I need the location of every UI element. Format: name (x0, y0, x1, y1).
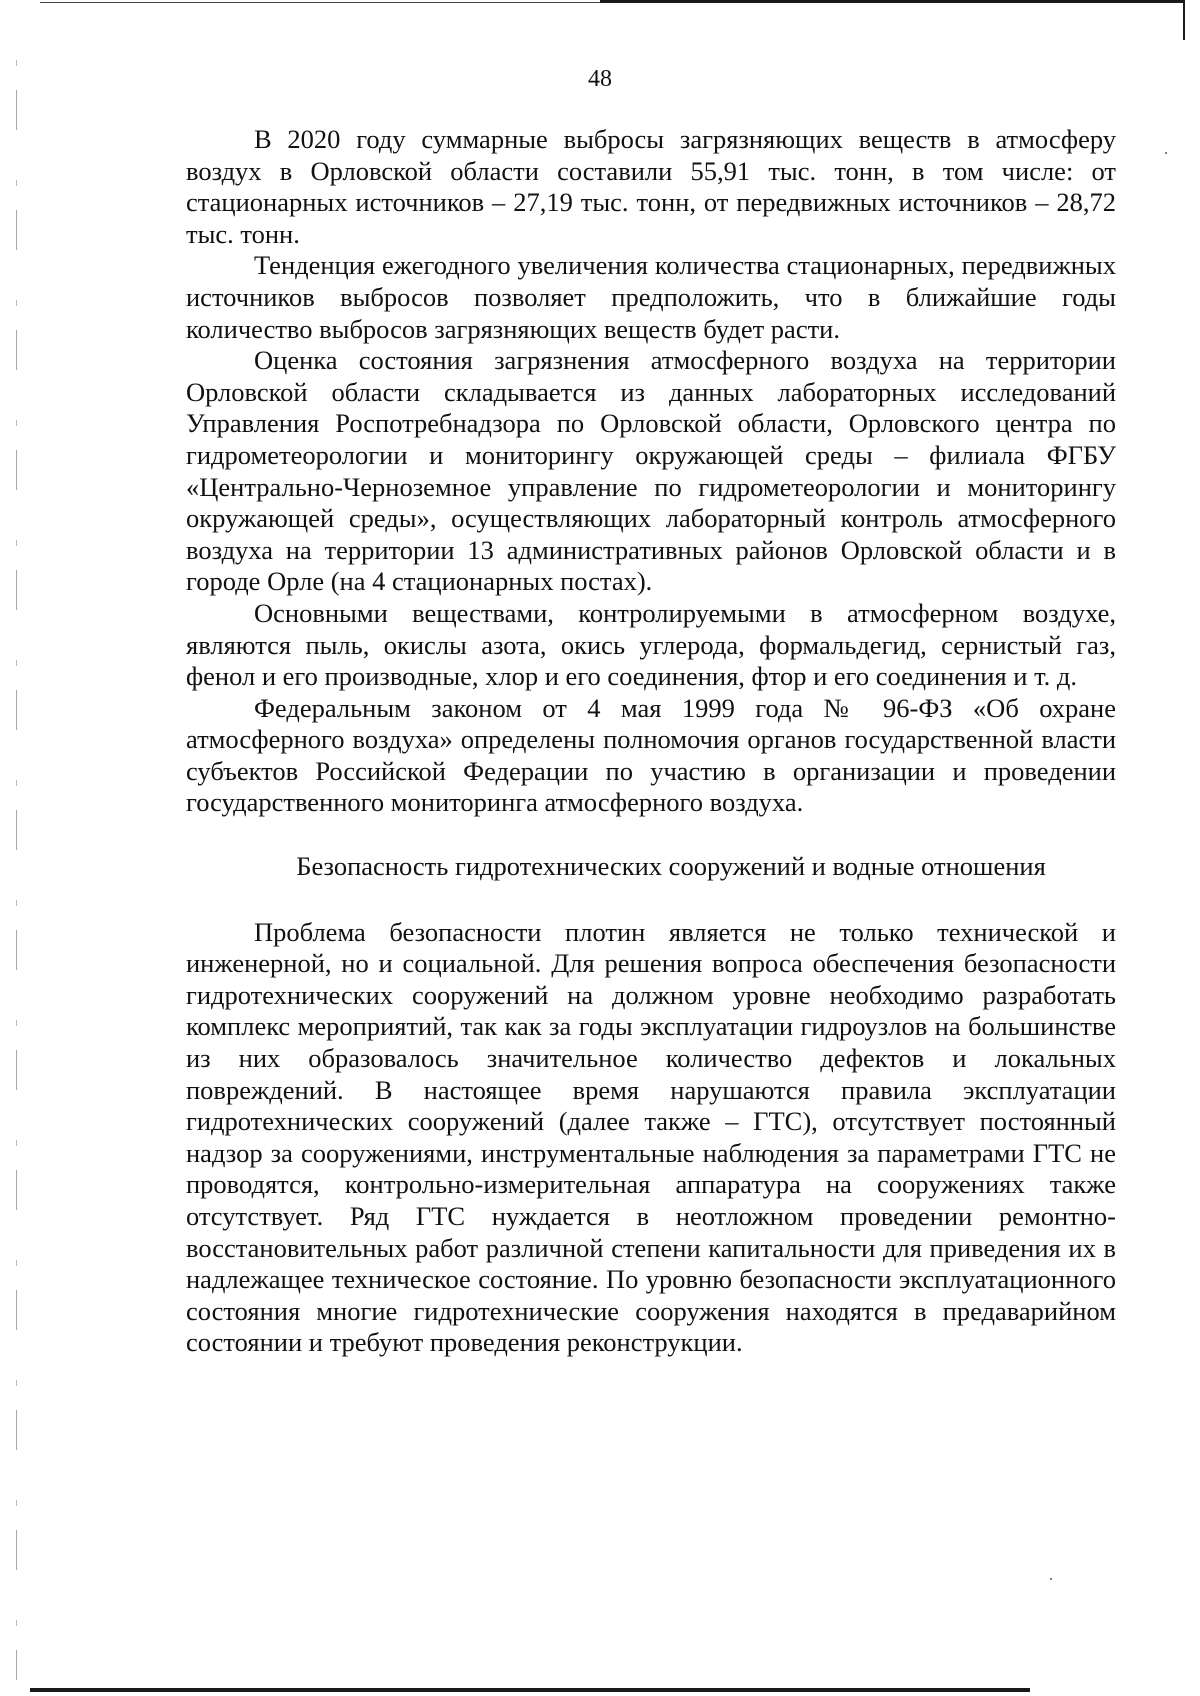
scan-edge-top (600, 0, 1185, 3)
scan-edge-top-thin (40, 2, 600, 3)
page-number: 48 (588, 66, 612, 92)
paragraph-emissions-trend: Тенденция ежегодного увеличения количества стационарных, передвижных источников выбросов позволяет предположить, что в ближайшие годы количество выбросов загрязняющих веществ будет расти. (186, 250, 1116, 344)
scan-speck (1165, 152, 1167, 154)
paragraph-controlled-substances: Основными веществами, контролируемыми в атмосферном воздухе, являются пыль, окислы азота, окись углерода, формальдегид, сернистый газ, фенол и его производные, хлор и его соединения, фтор и его соединения и т. д. (186, 597, 1116, 692)
scan-edge-left (16, 60, 17, 1680)
paragraph-federal-law: Федеральным законом от 4 мая 1999 года № 96-ФЗ «Об охране атмосферного воздуха» определены полномочия органов государственной власти субъектов Российской Федерации по участию в организации и проведении государственного мониторинга атмосферного воздуха. (186, 692, 1116, 818)
scan-edge-right (1183, 0, 1185, 40)
paragraph-emissions-2020: В 2020 году суммарные выбросы загрязняющих веществ в атмосферу воздух в Орловской области составили 55,91 тыс. тонн, в том числе: от стационарных источников – 27,19 тыс. тонн, от передвижных источников – 28,72 тыс. тонн. (186, 124, 1116, 249)
paragraph-air-monitoring: Оценка состояния загрязнения атмосферного воздуха на территории Орловской области складывается из данных лабораторных исследований Управления Роспотребнадзора по Орловской области, Орловского центра по гидрометеорологии и мониторингу окружающей среды – филиала ФГБУ «Центрально-Черноземное управление по гидрометеорологии и мониторингу окружающей среды», осуществляющих лабораторный контроль атмосферного воздуха на территории 13 административных районов Орловской области и в городе Орле (на 4 стационарных постах). (186, 345, 1116, 597)
scan-speck (1050, 1578, 1052, 1580)
paragraph-dam-safety: Проблема безопасности плотин является не только технической и инженерной, но и социальной. Для решения вопроса обеспечения безопасности гидротехнических сооружений на должном уровне необходимо разработать комплекс мероприятий, так как за годы эксплуатации гидроузлов на большинстве из них образовалось значительное количество дефектов и локальных повреждений. В настоящее время нарушаются правила эксплуатации гидротехнических сооружений (далее также – ГТС), отсутствует постоянный надзор за сооружениями, инструментальные наблюдения за параметрами ГТС не проводятся, контрольно-измерительная аппаратура на сооружениях также отсутствует. Ряд ГТС нуждается в неотложном проведении ремонтно-восстановительных работ различной степени капитальности для приведения их в надлежащее техническое состояние. По уровню безопасности эксплуатационного состояния многие гидротехнические сооружения находятся в предаварийном состоянии и требуют проведения реконструкции. (186, 916, 1116, 1358)
section-heading: Безопасность гидротехнических сооружений и водные отношения (296, 851, 1046, 882)
scan-edge-bottom (30, 1688, 1030, 1692)
document-body (186, 124, 1116, 1359)
